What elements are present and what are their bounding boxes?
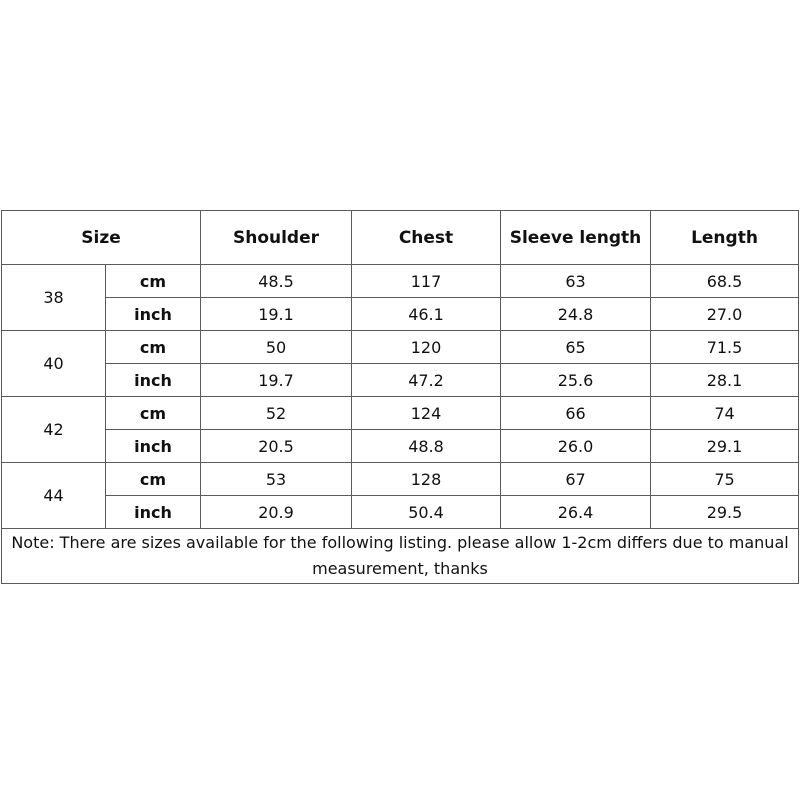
size-label: 42 xyxy=(2,397,106,463)
measurement-cell: 47.2 xyxy=(352,364,501,397)
size-chart-body xyxy=(2,211,799,584)
measurement-cell: 25.6 xyxy=(501,364,651,397)
table-row xyxy=(2,331,799,364)
measurement-cell: 74 xyxy=(651,397,799,430)
table-row xyxy=(2,364,799,397)
table-row xyxy=(2,298,799,331)
measurement-cell: 19.7 xyxy=(201,364,352,397)
table-row xyxy=(2,265,799,298)
measurement-cell: 50 xyxy=(201,331,352,364)
measurement-cell: 26.0 xyxy=(501,430,651,463)
measurement-cell: 128 xyxy=(352,463,501,496)
measurement-cell: 53 xyxy=(201,463,352,496)
header-sleeve-length: Sleeve length xyxy=(501,211,651,265)
unit-label: cm xyxy=(106,331,201,364)
measurement-cell: 48.5 xyxy=(201,265,352,298)
measurement-cell: 24.8 xyxy=(501,298,651,331)
unit-label: inch xyxy=(106,364,201,397)
size-label: 38 xyxy=(2,265,106,331)
header-chest: Chest xyxy=(352,211,501,265)
measurement-cell: 50.4 xyxy=(352,496,501,529)
header-row xyxy=(2,211,799,265)
measurement-cell: 28.1 xyxy=(651,364,799,397)
header-shoulder: Shoulder xyxy=(201,211,352,265)
unit-label: inch xyxy=(106,298,201,331)
unit-label: inch xyxy=(106,430,201,463)
measurement-cell: 46.1 xyxy=(352,298,501,331)
measurement-cell: 20.9 xyxy=(201,496,352,529)
measurement-cell: 68.5 xyxy=(651,265,799,298)
measurement-cell: 120 xyxy=(352,331,501,364)
unit-label: inch xyxy=(106,496,201,529)
unit-label: cm xyxy=(106,397,201,430)
header-size: Size xyxy=(2,211,201,265)
table-row xyxy=(2,496,799,529)
size-chart-table xyxy=(1,210,799,584)
measurement-cell: 117 xyxy=(352,265,501,298)
table-row xyxy=(2,397,799,430)
table-row xyxy=(2,463,799,496)
unit-label: cm xyxy=(106,463,201,496)
measurement-cell: 65 xyxy=(501,331,651,364)
table-row xyxy=(2,430,799,463)
note-text: Note: There are sizes available for the following listing. please allow 1-2cm differs due to manual measurement, thanks xyxy=(2,529,799,584)
size-label: 44 xyxy=(2,463,106,529)
measurement-cell: 29.1 xyxy=(651,430,799,463)
measurement-cell: 67 xyxy=(501,463,651,496)
unit-label: cm xyxy=(106,265,201,298)
measurement-cell: 29.5 xyxy=(651,496,799,529)
measurement-cell: 19.1 xyxy=(201,298,352,331)
measurement-cell: 26.4 xyxy=(501,496,651,529)
measurement-cell: 52 xyxy=(201,397,352,430)
measurement-cell: 48.8 xyxy=(352,430,501,463)
measurement-cell: 63 xyxy=(501,265,651,298)
note-row xyxy=(2,529,799,584)
measurement-cell: 27.0 xyxy=(651,298,799,331)
header-length: Length xyxy=(651,211,799,265)
size-label: 40 xyxy=(2,331,106,397)
measurement-cell: 20.5 xyxy=(201,430,352,463)
measurement-cell: 124 xyxy=(352,397,501,430)
measurement-cell: 71.5 xyxy=(651,331,799,364)
measurement-cell: 66 xyxy=(501,397,651,430)
measurement-cell: 75 xyxy=(651,463,799,496)
